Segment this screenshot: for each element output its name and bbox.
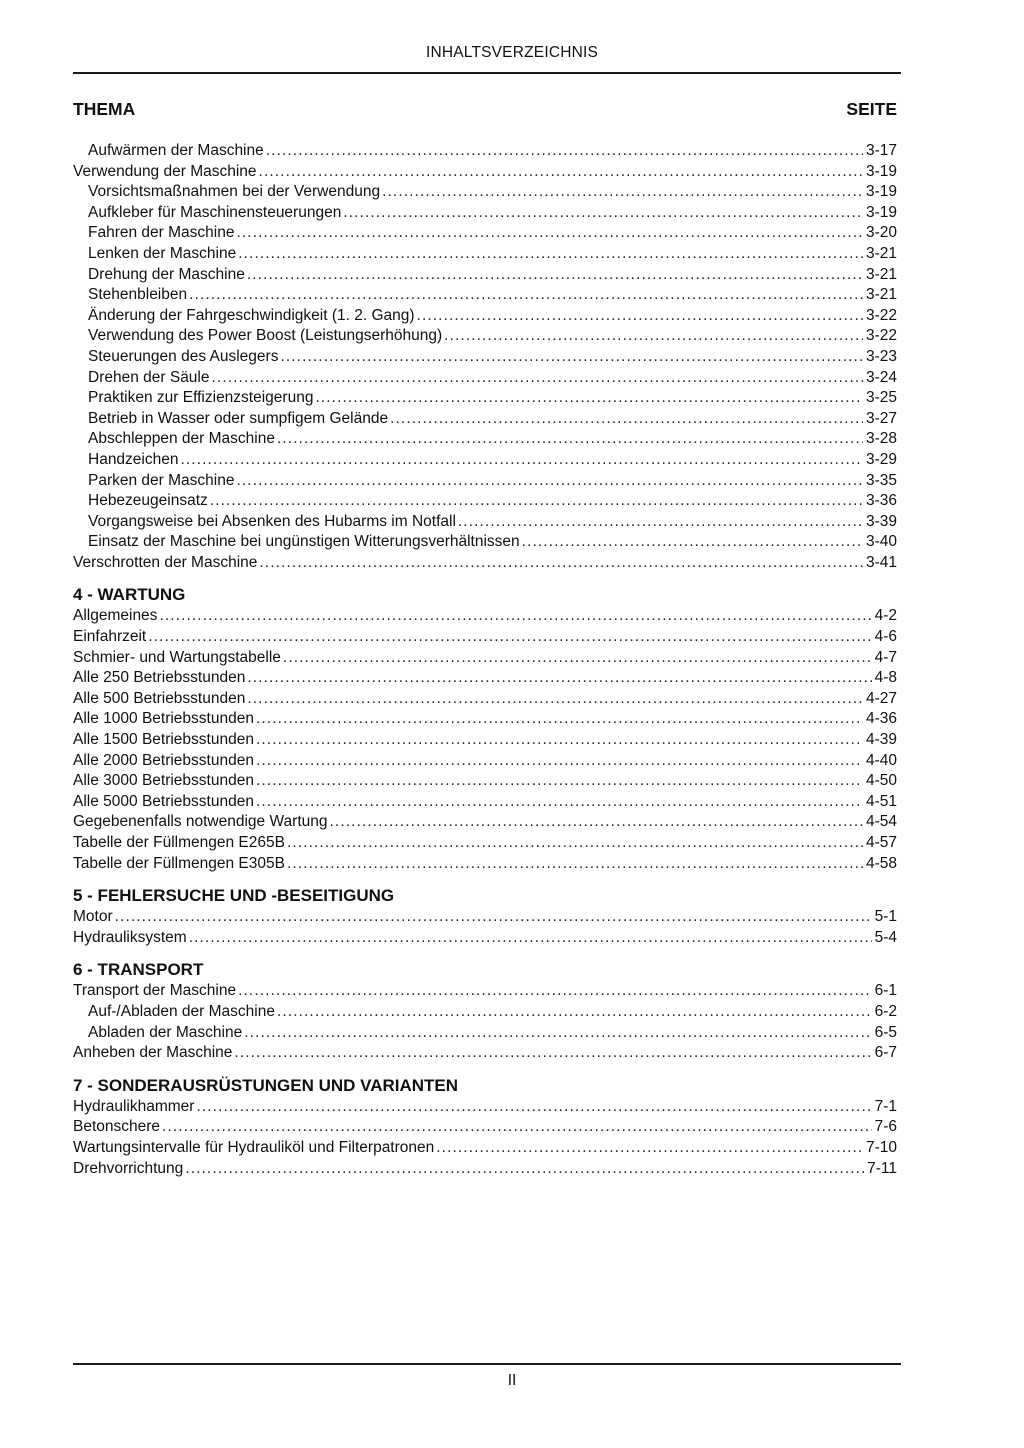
toc-entry-title: Aufwärmen der Maschine — [88, 142, 264, 159]
dot-leader — [256, 751, 863, 772]
toc-entry-title: Stehenbleiben — [88, 286, 188, 304]
toc-entry-title: Lenken der Maschine — [88, 244, 237, 262]
toc-entry-title: Alle 5000 Betriebsstunden — [73, 792, 254, 810]
toc-entry-page: 6-1 — [874, 982, 897, 1000]
toc-entry-page: 6-5 — [874, 1023, 897, 1041]
toc-entry[interactable] — [73, 265, 897, 286]
toc-section — [73, 584, 897, 874]
toc-entry-title: Alle 1000 Betriebsstunden — [73, 710, 254, 728]
dot-leader — [238, 981, 871, 1002]
toc-entry-page: 4-57 — [865, 834, 897, 851]
dot-leader — [259, 553, 863, 574]
toc-entry-title: Aufkleber für Maschinensteuerungen — [88, 203, 342, 221]
toc-entry-title: Vorsichtsmaßnahmen bei der Verwendung — [88, 183, 381, 201]
dot-leader — [210, 491, 863, 512]
dot-leader — [417, 306, 863, 327]
toc-entry-page: 3-25 — [865, 389, 897, 407]
toc-entry-title: Alle 2000 Betriebsstunden — [73, 751, 254, 769]
toc-entry[interactable] — [73, 771, 897, 792]
toc-entry-title: Anheben der Maschine — [73, 1044, 233, 1062]
dot-leader — [162, 1117, 872, 1138]
toc-entry-page: 3-19 — [865, 183, 897, 201]
toc-entry-title: Einsatz der Maschine bei ungünstigen Witterungsverhältnissen — [88, 533, 520, 551]
toc-entry-page: 4-8 — [874, 669, 897, 687]
toc-entry-title: Fahren der Maschine — [88, 224, 235, 242]
toc-entry[interactable] — [73, 1043, 897, 1064]
toc-entry-title: Einfahrzeit — [73, 628, 147, 646]
dot-leader — [390, 409, 863, 430]
toc-entry-page: 3-29 — [865, 450, 897, 468]
footer-rule — [73, 1363, 901, 1365]
toc-entry[interactable] — [73, 429, 897, 450]
toc-entry-page: 4-40 — [865, 751, 897, 769]
toc-entry[interactable] — [73, 1138, 897, 1159]
toc-entry-title: Auf-/Abladen der Maschine — [88, 1002, 275, 1020]
column-headings — [73, 99, 897, 120]
dot-leader — [238, 244, 863, 265]
dot-leader — [247, 689, 863, 710]
toc-entry[interactable] — [73, 1097, 897, 1118]
toc-entry[interactable] — [73, 812, 897, 833]
toc-entry[interactable] — [73, 347, 897, 368]
dot-leader — [277, 429, 863, 450]
toc-entry[interactable] — [73, 668, 897, 689]
dot-leader — [247, 668, 871, 689]
section-title: 7 - SONDERAUSRÜSTUNGEN UND VARIANTEN — [73, 1075, 459, 1095]
toc-entry[interactable] — [73, 491, 897, 512]
toc-entry-title: Parken der Maschine — [88, 471, 235, 489]
dot-leader — [259, 162, 863, 183]
toc-entry-title: Tabelle der Füllmengen E265B — [73, 834, 285, 851]
toc-entry[interactable] — [73, 409, 897, 430]
dot-leader — [236, 223, 863, 244]
toc-entry-page: 4-54 — [865, 813, 897, 831]
toc-entry[interactable] — [73, 689, 897, 710]
dot-leader — [256, 709, 863, 730]
toc-entry-title: Praktiken zur Effizienzsteigerung — [88, 389, 314, 407]
toc-entry-title: Alle 3000 Betriebsstunden — [73, 772, 254, 790]
toc-entry-title: Drehvorrichtung — [73, 1159, 184, 1177]
dot-leader — [522, 532, 863, 553]
toc-entry-page: 3-20 — [865, 224, 897, 242]
toc-entry-page: 3-39 — [865, 512, 897, 530]
toc-entry[interactable] — [73, 553, 897, 574]
dot-leader — [256, 771, 863, 792]
toc-entry[interactable] — [73, 182, 897, 203]
toc-entry-page: 6-2 — [874, 1002, 897, 1020]
dot-leader — [343, 203, 863, 224]
running-header: INHALTSVERZEICHNIS — [425, 44, 599, 61]
toc-entry-title: Verschrotten der Maschine — [73, 553, 258, 571]
dot-leader — [148, 627, 871, 648]
toc-entry-title: Betrieb in Wasser oder sumpfigem Gelände — [88, 409, 389, 427]
toc-entry-page: 4-39 — [865, 731, 897, 749]
dot-leader — [444, 326, 863, 347]
toc-entry-page: 3-35 — [865, 471, 897, 489]
table-of-contents — [73, 141, 897, 1179]
dot-leader — [236, 471, 863, 492]
toc-entry-title: Alle 500 Betriebsstunden — [73, 689, 246, 707]
dot-leader — [244, 1023, 871, 1044]
toc-entry-page: 3-21 — [865, 286, 897, 304]
toc-entry-title: Schmier- und Wartungstabelle — [73, 648, 281, 666]
toc-entry[interactable] — [73, 326, 897, 347]
dot-leader — [458, 512, 863, 533]
toc-section — [73, 141, 897, 573]
toc-entry[interactable] — [73, 1023, 897, 1044]
toc-section — [73, 959, 897, 1063]
toc-entry[interactable] — [73, 532, 897, 553]
toc-entry-page: 4-58 — [865, 854, 897, 872]
toc-entry[interactable] — [73, 512, 897, 533]
toc-entry[interactable] — [73, 833, 897, 854]
section-title: 4 - WARTUNG — [73, 585, 186, 605]
toc-entry-title: Abschleppen der Maschine — [88, 430, 275, 448]
dot-leader — [287, 833, 863, 854]
toc-entry[interactable] — [73, 223, 897, 244]
toc-entry[interactable] — [73, 627, 897, 648]
toc-entry-title: Alle 250 Betriebsstunden — [73, 669, 246, 687]
toc-entry-page: 3-27 — [865, 409, 897, 427]
toc-entry[interactable] — [73, 368, 897, 389]
toc-entry-title: Vorgangsweise bei Absenken des Hubarms im Notfall — [88, 512, 456, 530]
toc-entry-title: Transport der Maschine — [73, 982, 237, 1000]
toc-entry-page: 6-7 — [874, 1044, 897, 1062]
topic-column-heading: THEMA — [73, 99, 136, 119]
dot-leader — [189, 928, 872, 949]
toc-entry-page: 3-21 — [865, 244, 897, 262]
toc-entry-title: Abladen der Maschine — [88, 1023, 243, 1041]
dot-leader — [180, 450, 862, 471]
section-title: 6 - TRANSPORT — [73, 960, 204, 980]
dot-leader — [159, 606, 871, 627]
toc-entry-title: Betonschere — [73, 1118, 161, 1136]
toc-entry-page: 4-2 — [874, 607, 897, 625]
dot-leader — [266, 141, 863, 162]
toc-entry-page: 4-51 — [865, 792, 897, 810]
dot-leader — [436, 1138, 863, 1159]
dot-leader — [315, 388, 863, 409]
dot-leader — [185, 1159, 864, 1180]
toc-entry-title: Drehung der Maschine — [88, 265, 245, 283]
toc-entry-page: 3-23 — [865, 347, 897, 365]
toc-entry[interactable] — [73, 306, 897, 327]
toc-entry-page: 4-6 — [874, 628, 897, 646]
toc-entry-page: 5-1 — [874, 908, 897, 926]
dot-leader — [115, 907, 872, 928]
toc-entry-title: Hydrauliksystem — [73, 928, 187, 946]
toc-entry-page: 3-19 — [865, 203, 897, 221]
toc-entry-page: 4-50 — [865, 772, 897, 790]
toc-entry[interactable] — [73, 854, 897, 875]
toc-entry[interactable] — [73, 606, 897, 627]
toc-entry-page: 4-36 — [865, 710, 897, 728]
toc-entry-page: 7-11 — [867, 1159, 897, 1177]
toc-entry-page: 4-27 — [865, 689, 897, 707]
toc-entry-page: 3-19 — [865, 162, 897, 180]
toc-entry-page: 7-1 — [874, 1097, 897, 1115]
toc-entry-page: 4-7 — [874, 648, 897, 666]
toc-entry-page: 3-21 — [865, 265, 897, 283]
toc-entry-page: 5-4 — [874, 928, 897, 946]
toc-entry-page: 7-10 — [865, 1138, 897, 1156]
toc-entry[interactable] — [73, 981, 897, 1002]
toc-section — [73, 885, 897, 948]
toc-section — [73, 1075, 897, 1179]
toc-entry[interactable] — [73, 285, 897, 306]
toc-entry[interactable] — [73, 648, 897, 669]
toc-entry-page: 3-28 — [865, 430, 897, 448]
toc-entry-page: 3-24 — [865, 368, 897, 386]
toc-entry-title: Verwendung der Maschine — [73, 162, 257, 180]
toc-entry-page: 3-40 — [865, 533, 897, 551]
toc-entry[interactable] — [73, 450, 897, 471]
toc-entry[interactable] — [73, 709, 897, 730]
toc-entry[interactable] — [73, 1117, 897, 1138]
toc-entry[interactable] — [73, 471, 897, 492]
dot-leader — [283, 648, 872, 669]
toc-entry-title: Allgemeines — [73, 607, 158, 625]
dot-leader — [256, 730, 863, 751]
dot-leader — [212, 368, 863, 389]
toc-entry-page: 3-22 — [865, 327, 897, 345]
toc-entry[interactable] — [73, 141, 897, 162]
dot-leader — [256, 792, 863, 813]
toc-entry-title: Hebezeugeinsatz — [88, 492, 208, 510]
dot-leader — [189, 285, 863, 306]
toc-entry-title: Alle 1500 Betriebsstunden — [73, 731, 254, 749]
toc-entry[interactable] — [73, 1002, 897, 1023]
toc-entry-title: Wartungsintervalle für Hydrauliköl und Filterpatronen — [73, 1138, 435, 1156]
page-column-heading: SEITE — [846, 99, 897, 119]
dot-leader — [234, 1043, 871, 1064]
dot-leader — [287, 854, 863, 875]
toc-entry[interactable] — [73, 928, 897, 949]
dot-leader — [277, 1002, 872, 1023]
toc-entry-title: Motor — [73, 908, 113, 926]
toc-entry[interactable] — [73, 907, 897, 928]
toc-entry[interactable] — [73, 244, 897, 265]
toc-entry-page: 3-17 — [865, 142, 897, 159]
dot-leader — [247, 265, 863, 286]
toc-entry-page: 3-36 — [865, 492, 897, 510]
page-number: II — [507, 1372, 517, 1389]
toc-entry[interactable] — [73, 792, 897, 813]
toc-entry-title: Tabelle der Füllmengen E305B — [73, 854, 285, 872]
toc-entry-page: 7-6 — [874, 1118, 897, 1136]
toc-entry-page: 3-41 — [865, 553, 897, 571]
toc-entry-title: Verwendung des Power Boost (Leistungserhöhung) — [88, 327, 443, 345]
toc-entry[interactable] — [73, 751, 897, 772]
header-rule — [73, 72, 901, 74]
toc-entry[interactable] — [73, 1159, 897, 1180]
section-title: 5 - FEHLERSUCHE UND -BESEITIGUNG — [73, 886, 395, 906]
toc-entry-title: Gegebenenfalls notwendige Wartung — [73, 813, 328, 831]
toc-entry[interactable] — [73, 730, 897, 751]
toc-entry-page: 3-22 — [865, 306, 897, 324]
toc-entry-title: Änderung der Fahrgeschwindigkeit (1. 2. Gang) — [88, 306, 415, 324]
toc-entry[interactable] — [73, 203, 897, 224]
toc-entry-title: Drehen der Säule — [88, 368, 210, 386]
toc-entry-title: Handzeichen — [88, 450, 179, 468]
toc-entry[interactable] — [73, 388, 897, 409]
dot-leader — [280, 347, 863, 368]
toc-entry-title: Hydraulikhammer — [73, 1097, 195, 1115]
dot-leader — [382, 182, 863, 203]
dot-leader — [196, 1097, 871, 1118]
toc-entry-title: Steuerungen des Auslegers — [88, 347, 279, 365]
toc-entry[interactable] — [73, 162, 897, 183]
dot-leader — [330, 812, 863, 833]
